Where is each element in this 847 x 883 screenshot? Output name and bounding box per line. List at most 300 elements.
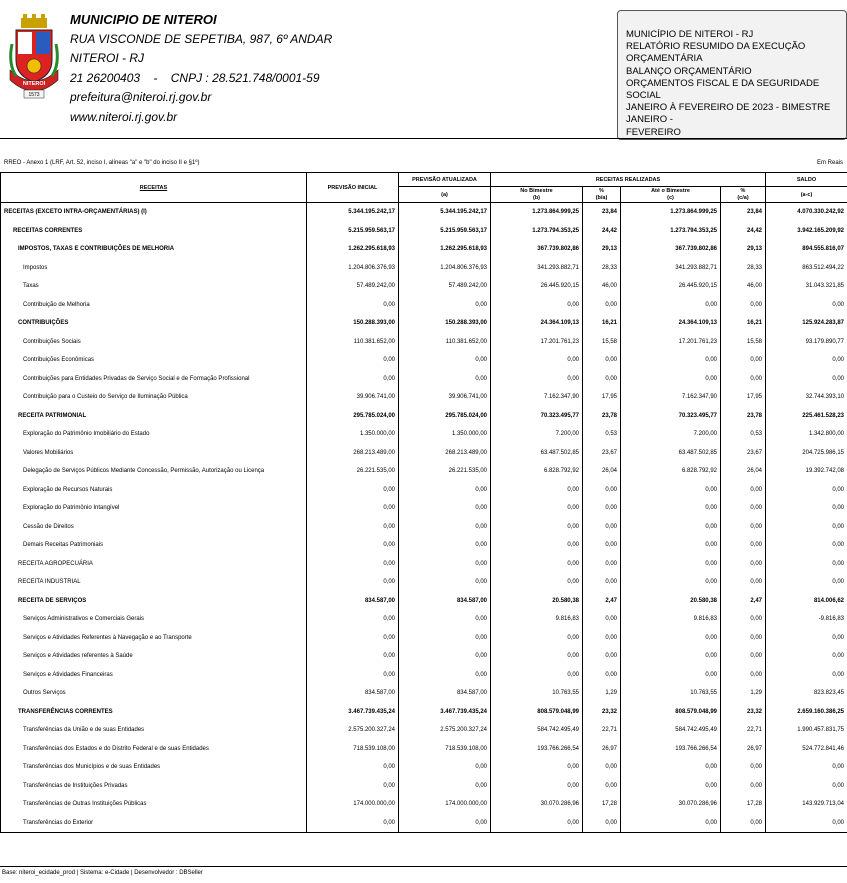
table-row [1, 222, 847, 241]
cell-ate-bimestre: 0,00 [621, 536, 721, 555]
cell-pct-ca: 0,00 [721, 629, 766, 648]
row-label: Outros Serviços [1, 684, 307, 703]
cell-previsao-inicial: 295.785.024,00 [307, 407, 399, 426]
cell-previsao-atualizada: 5.215.959.563,17 [399, 222, 491, 241]
col-header-pct-ba-sub: (b/a) [583, 195, 621, 203]
cell-pct-ca: 28,33 [721, 259, 766, 278]
cell-pct-ca: 0,00 [721, 814, 766, 833]
row-label: Serviços Administrativos e Comerciais Gerais [1, 610, 307, 629]
cell-previsao-inicial: 150.288.393,00 [307, 314, 399, 333]
cell-pct-ba: 15,58 [583, 333, 621, 352]
cell-no-bimestre: 70.323.495,77 [491, 407, 583, 426]
cell-ate-bimestre: 63.487.502,85 [621, 444, 721, 463]
cell-previsao-atualizada: 0,00 [399, 518, 491, 537]
cell-previsao-atualizada: 174.000.000,00 [399, 795, 491, 814]
cell-saldo: 0,00 [766, 573, 847, 592]
cell-previsao-atualizada: 0,00 [399, 777, 491, 796]
row-label: Valores Mobiliários [1, 444, 307, 463]
cell-no-bimestre: 0,00 [491, 351, 583, 370]
cell-no-bimestre: 0,00 [491, 814, 583, 833]
row-label: IMPOSTOS, TAXAS E CONTRIBUIÇÕES DE MELHORIA [1, 240, 307, 259]
cell-previsao-inicial: 0,00 [307, 629, 399, 648]
report-period: JANEIRO À FEVEREIRO DE 2023 - BIMESTRE JANEIRO - [626, 102, 831, 126]
cell-saldo: 93.179.890,77 [766, 333, 847, 352]
cell-pct-ca: 1,29 [721, 684, 766, 703]
cell-pct-ba: 23,67 [583, 444, 621, 463]
col-header-previsao-atualizada-sub: (a) [399, 187, 491, 203]
cell-ate-bimestre: 0,00 [621, 666, 721, 685]
cell-pct-ba: 23,32 [583, 703, 621, 722]
col-header-ate-bimestre-sub: (c) [621, 195, 721, 203]
report-municipality: MUNICÍPIO DE NITEROI - RJ [626, 29, 754, 40]
cell-previsao-inicial: 0,00 [307, 518, 399, 537]
cell-previsao-atualizada: 0,00 [399, 536, 491, 555]
cell-pct-ba: 22,71 [583, 721, 621, 740]
cell-previsao-inicial: 0,00 [307, 555, 399, 574]
cell-pct-ca: 22,71 [721, 721, 766, 740]
cell-saldo: 814.006,62 [766, 592, 847, 611]
cell-previsao-atualizada: 0,00 [399, 610, 491, 629]
cell-pct-ca: 23,84 [721, 203, 766, 222]
cell-no-bimestre: 6.828.792,92 [491, 462, 583, 481]
cell-ate-bimestre: 7.200,00 [621, 425, 721, 444]
cell-no-bimestre: 0,00 [491, 370, 583, 389]
table-row [1, 814, 847, 833]
cell-no-bimestre: 193.766.266,54 [491, 740, 583, 759]
cell-pct-ba: 0,00 [583, 666, 621, 685]
cell-previsao-atualizada: 39.906.741,00 [399, 388, 491, 407]
row-label: Cessão de Direitos [1, 518, 307, 537]
cell-pct-ca: 2,47 [721, 592, 766, 611]
report-header [0, 0, 847, 140]
table-row [1, 351, 847, 370]
legal-reference: RREO - Anexo 1 (LRF, Art. 52, inciso I, alíneas "a" e "b" do inciso II e §1º) [4, 160, 200, 166]
table-row [1, 555, 847, 574]
cell-previsao-inicial: 1.350.000,00 [307, 425, 399, 444]
cell-previsao-inicial: 26.221.535,00 [307, 462, 399, 481]
cell-ate-bimestre: 0,00 [621, 777, 721, 796]
cell-saldo: 125.924.283,87 [766, 314, 847, 333]
cell-previsao-atualizada: 834.587,00 [399, 592, 491, 611]
cell-pct-ba: 0,00 [583, 610, 621, 629]
cell-saldo: 0,00 [766, 536, 847, 555]
cell-pct-ba: 23,78 [583, 407, 621, 426]
cell-pct-ba: 0,00 [583, 777, 621, 796]
col-header-previsao-inicial: PREVISÃO INICIAL [307, 173, 399, 203]
cell-no-bimestre: 367.739.802,86 [491, 240, 583, 259]
header-divider [0, 138, 847, 139]
cell-ate-bimestre: 0,00 [621, 481, 721, 500]
cell-saldo: 0,00 [766, 758, 847, 777]
cell-saldo: 225.461.528,23 [766, 407, 847, 426]
cell-previsao-atualizada: 0,00 [399, 758, 491, 777]
col-header-no-bimestre-sub: (b) [491, 195, 583, 203]
cell-saldo: 143.929.713,04 [766, 795, 847, 814]
cell-pct-ba: 0,53 [583, 425, 621, 444]
row-label: Transferências de Outras Instituições Públicas [1, 795, 307, 814]
cell-previsao-atualizada: 834.587,00 [399, 684, 491, 703]
report-title-box [617, 10, 847, 140]
cell-pct-ca: 0,00 [721, 758, 766, 777]
cell-no-bimestre: 17.201.761,23 [491, 333, 583, 352]
cell-saldo: 0,00 [766, 481, 847, 500]
cell-pct-ba: 0,00 [583, 758, 621, 777]
cell-no-bimestre: 0,00 [491, 555, 583, 574]
table-row [1, 758, 847, 777]
cell-pct-ca: 0,00 [721, 610, 766, 629]
cell-ate-bimestre: 0,00 [621, 370, 721, 389]
cell-pct-ba: 0,00 [583, 499, 621, 518]
cell-pct-ca: 29,13 [721, 240, 766, 259]
cell-previsao-inicial: 0,00 [307, 647, 399, 666]
table-row [1, 777, 847, 796]
cell-previsao-inicial: 0,00 [307, 536, 399, 555]
col-header-pct-ca: % [721, 187, 766, 195]
cell-ate-bimestre: 0,00 [621, 647, 721, 666]
row-label: Contribuições Sociais [1, 333, 307, 352]
cell-ate-bimestre: 193.766.266,54 [621, 740, 721, 759]
cell-pct-ba: 16,21 [583, 314, 621, 333]
cell-pct-ca: 0,00 [721, 666, 766, 685]
table-row [1, 740, 847, 759]
cell-previsao-inicial: 268.213.489,00 [307, 444, 399, 463]
row-label: RECEITAS (EXCETO INTRA-ORÇAMENTÁRIAS) (I) [1, 203, 307, 222]
cell-ate-bimestre: 808.579.048,99 [621, 703, 721, 722]
cell-ate-bimestre: 17.201.761,23 [621, 333, 721, 352]
cell-pct-ba: 46,00 [583, 277, 621, 296]
table-row [1, 795, 847, 814]
cell-saldo: 863.512.494,22 [766, 259, 847, 278]
cell-saldo: 0,00 [766, 629, 847, 648]
row-label: RECEITA INDUSTRIAL [1, 573, 307, 592]
cell-no-bimestre: 0,00 [491, 758, 583, 777]
row-label: Exploração de Recursos Naturais [1, 481, 307, 500]
table-row [1, 259, 847, 278]
table-row [1, 203, 847, 222]
table-row [1, 592, 847, 611]
cell-pct-ca: 17,28 [721, 795, 766, 814]
cell-no-bimestre: 1.273.794.353,25 [491, 222, 583, 241]
cell-previsao-inicial: 834.587,00 [307, 684, 399, 703]
table-row [1, 462, 847, 481]
row-label: Contribuição para o Custeio do Serviço de Iluminação Pública [1, 388, 307, 407]
row-label: Serviços e Atividades Financeiras [1, 666, 307, 685]
row-label: Exploração do Patrimônio Imobiliário do Estado [1, 425, 307, 444]
cell-pct-ca: 15,58 [721, 333, 766, 352]
cell-no-bimestre: 9.816,83 [491, 610, 583, 629]
org-address: RUA VISCONDE DE SEPETIBA, 987, 6º ANDAR [70, 31, 333, 46]
cell-saldo: 32.744.393,10 [766, 388, 847, 407]
cell-saldo: 0,00 [766, 666, 847, 685]
cell-previsao-inicial: 0,00 [307, 296, 399, 315]
cell-previsao-inicial: 0,00 [307, 481, 399, 500]
cell-saldo: 204.725.986,15 [766, 444, 847, 463]
col-header-saldo: SALDO [766, 173, 847, 187]
cell-pct-ba: 29,13 [583, 240, 621, 259]
table-row [1, 647, 847, 666]
table-row [1, 277, 847, 296]
cell-pct-ca: 23,32 [721, 703, 766, 722]
cell-previsao-inicial: 2.575.200.327,24 [307, 721, 399, 740]
col-header-saldo-sub: (a-c) [766, 187, 847, 203]
row-label: Serviços e Atividades Referentes à Navegação e ao Transporte [1, 629, 307, 648]
cell-ate-bimestre: 30.070.286,96 [621, 795, 721, 814]
cell-previsao-atualizada: 0,00 [399, 555, 491, 574]
cell-pct-ba: 17,28 [583, 795, 621, 814]
cell-no-bimestre: 63.487.502,85 [491, 444, 583, 463]
cell-saldo: 1.990.457.831,75 [766, 721, 847, 740]
cell-previsao-inicial: 57.489.242,00 [307, 277, 399, 296]
cell-no-bimestre: 0,00 [491, 573, 583, 592]
cell-ate-bimestre: 1.273.864.999,25 [621, 203, 721, 222]
cell-pct-ba: 0,00 [583, 647, 621, 666]
cell-pct-ca: 0,00 [721, 370, 766, 389]
cell-ate-bimestre: 1.273.794.353,25 [621, 222, 721, 241]
cell-saldo: 894.555.816,07 [766, 240, 847, 259]
cell-pct-ca: 0,00 [721, 296, 766, 315]
cell-pct-ca: 0,00 [721, 481, 766, 500]
cell-previsao-inicial: 39.906.741,00 [307, 388, 399, 407]
cell-saldo: 0,00 [766, 555, 847, 574]
cell-previsao-inicial: 0,00 [307, 370, 399, 389]
col-header-no-bimestre: No Bimestre [491, 187, 583, 195]
system-footer: Base: niteroi_ecidade_prod | Sistema: e-Cidade | Desenvolvedor : DBSeller [2, 870, 203, 876]
cell-pct-ba: 0,00 [583, 555, 621, 574]
cell-ate-bimestre: 6.828.792,92 [621, 462, 721, 481]
cell-previsao-atualizada: 1.262.295.618,93 [399, 240, 491, 259]
cell-previsao-inicial: 0,00 [307, 499, 399, 518]
row-label: Transferências dos Municípios e de suas Entidades [1, 758, 307, 777]
municipal-crest-icon [6, 14, 62, 134]
cell-previsao-inicial: 0,00 [307, 777, 399, 796]
cell-no-bimestre: 0,00 [491, 499, 583, 518]
cell-previsao-atualizada: 26.221.535,00 [399, 462, 491, 481]
cell-previsao-inicial: 0,00 [307, 351, 399, 370]
cell-previsao-atualizada: 2.575.200.327,24 [399, 721, 491, 740]
col-header-receitas: RECEITAS [1, 173, 307, 203]
row-label: RECEITA DE SERVIÇOS [1, 592, 307, 611]
col-header-previsao-atualizada: PREVISÃO ATUALIZADA [399, 173, 491, 187]
cell-no-bimestre: 24.364.109,13 [491, 314, 583, 333]
cell-previsao-atualizada: 0,00 [399, 296, 491, 315]
table-row [1, 610, 847, 629]
row-label: Transferências da União e de suas Entidades [1, 721, 307, 740]
cell-no-bimestre: 26.445.920,15 [491, 277, 583, 296]
cell-previsao-atualizada: 0,00 [399, 351, 491, 370]
col-header-ate-bimestre: Até o Bimestre [621, 187, 721, 195]
table-row [1, 684, 847, 703]
cell-saldo: 1.342.800,00 [766, 425, 847, 444]
report-budget-type: ORÇAMENTOS FISCAL E DA SEGURIDADE SOCIAL [626, 77, 820, 102]
cell-ate-bimestre: 7.162.347,90 [621, 388, 721, 407]
cell-previsao-inicial: 5.344.195.242,17 [307, 203, 399, 222]
cell-previsao-inicial: 718.539.108,00 [307, 740, 399, 759]
row-label: Transferências de Instituições Privadas [1, 777, 307, 796]
table-row [1, 388, 847, 407]
cell-no-bimestre: 10.763,55 [491, 684, 583, 703]
cell-previsao-inicial: 110.381.652,00 [307, 333, 399, 352]
cell-previsao-atualizada: 110.381.652,00 [399, 333, 491, 352]
cell-previsao-inicial: 0,00 [307, 666, 399, 685]
cell-ate-bimestre: 70.323.495,77 [621, 407, 721, 426]
report-section: BALANÇO ORÇAMENTÁRIO [626, 65, 752, 77]
cell-ate-bimestre: 24.364.109,13 [621, 314, 721, 333]
cell-saldo: 3.942.165.209,92 [766, 222, 847, 241]
cell-previsao-atualizada: 0,00 [399, 666, 491, 685]
cell-pct-ca: 46,00 [721, 277, 766, 296]
cell-pct-ba: 0,00 [583, 573, 621, 592]
cell-pct-ca: 16,21 [721, 314, 766, 333]
cell-pct-ca: 0,53 [721, 425, 766, 444]
cell-ate-bimestre: 0,00 [621, 499, 721, 518]
table-row [1, 499, 847, 518]
cell-saldo: 0,00 [766, 777, 847, 796]
cell-previsao-atualizada: 0,00 [399, 814, 491, 833]
table-row [1, 703, 847, 722]
cell-pct-ba: 0,00 [583, 351, 621, 370]
cell-pct-ba: 0,00 [583, 536, 621, 555]
cell-previsao-atualizada: 57.489.242,00 [399, 277, 491, 296]
cell-previsao-atualizada: 5.344.195.242,17 [399, 203, 491, 222]
table-row [1, 240, 847, 259]
cell-previsao-atualizada: 718.539.108,00 [399, 740, 491, 759]
org-email: prefeitura@niteroi.rj.gov.br [70, 90, 212, 104]
cell-pct-ca: 17,95 [721, 388, 766, 407]
cell-ate-bimestre: 367.739.802,86 [621, 240, 721, 259]
svg-text:1573: 1573 [28, 92, 40, 98]
cell-pct-ba: 0,00 [583, 296, 621, 315]
cell-no-bimestre: 0,00 [491, 666, 583, 685]
cell-saldo: -9.816,83 [766, 610, 847, 629]
cell-pct-ba: 0,00 [583, 518, 621, 537]
row-label: Taxas [1, 277, 307, 296]
cell-no-bimestre: 0,00 [491, 518, 583, 537]
table-row [1, 444, 847, 463]
cell-pct-ca: 23,78 [721, 407, 766, 426]
cell-pct-ca: 0,00 [721, 647, 766, 666]
cell-previsao-atualizada: 0,00 [399, 629, 491, 648]
table-row [1, 296, 847, 315]
cell-ate-bimestre: 0,00 [621, 555, 721, 574]
cell-previsao-atualizada: 0,00 [399, 370, 491, 389]
cell-no-bimestre: 0,00 [491, 296, 583, 315]
organization-info [70, 10, 332, 127]
cell-previsao-atualizada: 0,00 [399, 573, 491, 592]
footer-divider [0, 866, 847, 867]
cell-pct-ca: 23,67 [721, 444, 766, 463]
row-label: Transferências do Exterior [1, 814, 307, 833]
cell-ate-bimestre: 0,00 [621, 351, 721, 370]
cell-ate-bimestre: 0,00 [621, 296, 721, 315]
table-row [1, 518, 847, 537]
cell-previsao-atualizada: 0,00 [399, 499, 491, 518]
cell-pct-ca: 26,97 [721, 740, 766, 759]
cell-pct-ba: 0,00 [583, 814, 621, 833]
row-label: Transferências dos Estados e do Distrito Federal e de suas Entidades [1, 740, 307, 759]
cell-previsao-atualizada: 295.785.024,00 [399, 407, 491, 426]
row-label: Impostos [1, 259, 307, 278]
col-header-receitas-realizadas: RECEITAS REALIZADAS [491, 173, 766, 187]
table-row [1, 314, 847, 333]
cell-previsao-inicial: 0,00 [307, 573, 399, 592]
cell-pct-ba: 24,42 [583, 222, 621, 241]
cell-no-bimestre: 584.742.495,49 [491, 721, 583, 740]
cell-saldo: 524.772.841,46 [766, 740, 847, 759]
cell-previsao-inicial: 0,00 [307, 814, 399, 833]
row-label: RECEITA PATRIMONIAL [1, 407, 307, 426]
cell-ate-bimestre: 0,00 [621, 758, 721, 777]
cell-pct-ca: 0,00 [721, 536, 766, 555]
cell-saldo: 0,00 [766, 518, 847, 537]
report-name: RELATÓRIO RESUMIDO DA EXECUÇÃO ORÇAMENTÁRIA [626, 41, 806, 65]
org-name: MUNICIPIO DE NITEROI [70, 12, 217, 27]
cell-no-bimestre: 1.273.864.999,25 [491, 203, 583, 222]
cell-ate-bimestre: 0,00 [621, 573, 721, 592]
row-label: Contribuições para Entidades Privadas de Serviço Social e de Formação Profissional [1, 370, 307, 389]
cell-saldo: 0,00 [766, 370, 847, 389]
cell-pct-ca: 0,00 [721, 351, 766, 370]
row-label: RECEITA AGROPECUÁRIA [1, 555, 307, 574]
cell-previsao-atualizada: 3.467.739.435,24 [399, 703, 491, 722]
col-header-pct-ba: % [583, 187, 621, 195]
org-city: NITEROI - RJ [70, 51, 144, 65]
row-label: Contribuição de Melhoria [1, 296, 307, 315]
cell-saldo: 19.392.742,08 [766, 462, 847, 481]
report-period-cont: FEVEREIRO [626, 126, 681, 138]
cell-ate-bimestre: 9.816,83 [621, 610, 721, 629]
cell-ate-bimestre: 26.445.920,15 [621, 277, 721, 296]
cell-pct-ba: 26,04 [583, 462, 621, 481]
currency-note: Em Reais [816, 160, 843, 166]
table-row [1, 536, 847, 555]
cell-previsao-inicial: 174.000.000,00 [307, 795, 399, 814]
org-website: www.niteroi.rj.gov.br [70, 109, 178, 124]
cell-no-bimestre: 341.293.882,71 [491, 259, 583, 278]
cell-no-bimestre: 7.162.347,90 [491, 388, 583, 407]
cell-pct-ca: 0,00 [721, 518, 766, 537]
cell-pct-ca: 0,00 [721, 555, 766, 574]
cell-pct-ba: 23,84 [583, 203, 621, 222]
cell-pct-ca: 0,00 [721, 499, 766, 518]
cell-no-bimestre: 0,00 [491, 777, 583, 796]
cell-saldo: 2.659.160.386,25 [766, 703, 847, 722]
cell-ate-bimestre: 20.580,38 [621, 592, 721, 611]
cell-previsao-inicial: 5.215.959.563,17 [307, 222, 399, 241]
cell-previsao-inicial: 834.587,00 [307, 592, 399, 611]
cell-ate-bimestre: 10.763,55 [621, 684, 721, 703]
cell-previsao-atualizada: 268.213.489,00 [399, 444, 491, 463]
cell-ate-bimestre: 341.293.882,71 [621, 259, 721, 278]
table-row [1, 370, 847, 389]
cell-ate-bimestre: 0,00 [621, 814, 721, 833]
cell-pct-ca: 24,42 [721, 222, 766, 241]
cell-pct-ca: 26,04 [721, 462, 766, 481]
cell-saldo: 0,00 [766, 499, 847, 518]
cell-previsao-inicial: 1.262.295.618,93 [307, 240, 399, 259]
cell-pct-ba: 0,00 [583, 370, 621, 389]
table-row [1, 333, 847, 352]
table-row [1, 481, 847, 500]
cell-previsao-atualizada: 1.350.000,00 [399, 425, 491, 444]
cell-previsao-atualizada: 150.288.393,00 [399, 314, 491, 333]
org-phone-cnpj: 21 26200403 - CNPJ : 28.521.748/0001-59 [70, 70, 320, 85]
cell-previsao-inicial: 1.204.806.376,93 [307, 259, 399, 278]
cell-pct-ba: 1,29 [583, 684, 621, 703]
cell-previsao-atualizada: 0,00 [399, 647, 491, 666]
cell-pct-ba: 17,95 [583, 388, 621, 407]
row-label: Demais Receitas Patrimoniais [1, 536, 307, 555]
cell-saldo: 0,00 [766, 351, 847, 370]
